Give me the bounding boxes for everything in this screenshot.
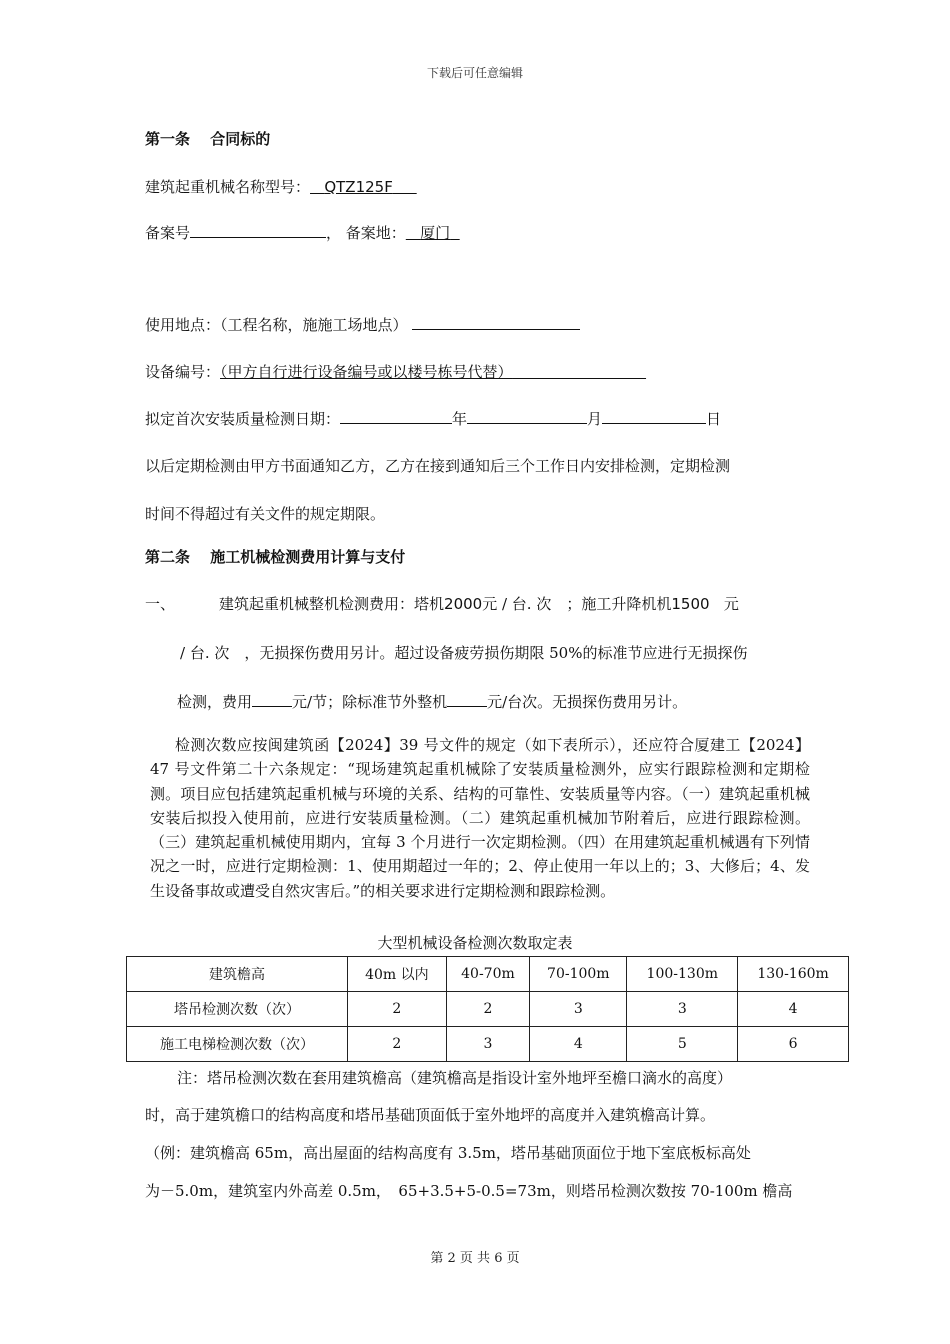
table-caption: 大型机械设备检测次数取定表	[377, 934, 573, 952]
periodic-line-1: 以后定期检测由甲方书面通知乙方，乙方在接到通知后三个工作日内安排检测，定期检测	[145, 457, 731, 475]
table-row-tower-crane	[127, 992, 849, 1027]
article1-title: 第一条 合同标的	[145, 130, 271, 148]
table-cell: 2	[348, 992, 447, 1027]
tower-fee: 2000	[444, 595, 483, 613]
item1-text-c: 元	[723, 595, 739, 613]
fee-line-3: 检测，费用 元/节；除标准节外整机 元/台次。无损探伤费用另计。	[177, 693, 688, 711]
record-place-label: ， 备案地：	[326, 224, 406, 242]
location-blank	[412, 315, 580, 330]
first-date-label: 拟定首次安装质量检测日期：	[145, 410, 341, 428]
record-no-label: 备案号	[145, 224, 191, 242]
note-line-4: 为－5.0m，建筑室内外高差 0.5m， 65+3.5+5-0.5=73m，则塔吊检测次数按 70-100m 檐高	[145, 1182, 793, 1200]
table-header-cell: 40m 以内	[348, 957, 447, 992]
equipment-line	[145, 361, 646, 382]
day-label: 日	[706, 410, 722, 428]
table-cell: 5	[627, 1027, 738, 1062]
table-header-cell: 100-130m	[627, 957, 738, 992]
location-line	[145, 314, 580, 335]
fee-line-2: / 台. 次 ，无损探伤费用另计。超过设备疲劳损伤期限 50%的标准节应进行无损探伤	[180, 644, 748, 662]
table-cell: 2	[348, 1027, 447, 1062]
table-header-row	[127, 957, 849, 992]
table-cell: 4	[530, 1027, 627, 1062]
record-line	[145, 222, 460, 243]
month-blank	[467, 409, 587, 424]
note-line-2: 时，高于建筑檐口的结构高度和塔吊基础顶面低于室外地坪的高度并入建筑檐高计算。	[145, 1106, 716, 1124]
location-label: 使用地点：（工程名称，施施工场地点）	[145, 316, 408, 334]
item1-number: 一、	[145, 595, 176, 613]
table-cell: 3	[627, 992, 738, 1027]
year-label: 年	[452, 410, 468, 428]
first-date-line	[145, 408, 721, 429]
note-line-1: 注：塔吊检测次数在套用建筑檐高（建筑檐高是指设计室外地坪至檐口滴水的高度）	[177, 1069, 733, 1087]
lift-fee: 1500	[671, 595, 710, 613]
equipment-no-label: 设备编号：	[145, 363, 221, 381]
per-section-fee-blank	[252, 692, 292, 707]
inspection-count-table	[126, 956, 849, 1062]
page-footer: 第 2 页 共 6 页	[430, 1251, 520, 1266]
table-cell: 4	[738, 992, 849, 1027]
note-line-3: （例：建筑檐高 65m，高出屋面的结构高度有 3.5m，塔吊基础顶面位于地下室底板标高处	[145, 1144, 751, 1162]
table-header-cell: 70-100m	[530, 957, 627, 992]
table-cell: 塔吊检测次数（次）	[127, 992, 348, 1027]
item1-text-b: 元 / 台. 次 ；施工升降机机	[482, 595, 672, 613]
table-cell: 2	[446, 992, 530, 1027]
table-cell: 3	[446, 1027, 530, 1062]
table-cell: 施工电梯检测次数（次）	[127, 1027, 348, 1062]
model-line	[145, 176, 417, 197]
article2-title: 第二条 施工机械检测费用计算与支付	[145, 548, 406, 566]
table-header-cell: 建筑檐高	[127, 957, 348, 992]
inspection-regulation-paragraph: 检测次数应按闽建筑函【2024】39 号文件的规定（如下表所示），还应符合厦建工【2024】47 号文件第二十六条规定：“现场建筑起重机械除了安装质量检测外，应实行跟踪检测和定期检测。项目应包括建筑起重机械与环境的关系、结构的可靠性、安装质量等内容。（一）建筑起重机械安装后拟投入使用前，应进行安装质量检测。（二）建筑起重机械加节附着后，应进行跟踪检测。（三）建筑起重机械使用期内，宜每 3 个月进行一次定期检测。（四）在用建筑起重机械遇有下列情况之一时，应进行定期检测：1、使用期超过一年的；2、停止使用一年以上的；3、大修后；4、发生设备事故或遭受自然灾害后。”的相关要求进行定期检测和跟踪检测。	[150, 736, 810, 900]
month-label: 月	[587, 410, 603, 428]
item1-text-a: 建筑起重机械整机检测费用：塔机	[219, 595, 445, 613]
year-blank	[340, 409, 452, 424]
page-header-note: 下载后可任意编辑	[426, 66, 523, 80]
table-cell: 6	[738, 1027, 849, 1062]
equipment-no-value: （甲方自行进行设备编号或以楼号栋号代替）	[220, 363, 513, 381]
fee-line-1	[145, 593, 739, 614]
model-label: 建筑起重机械名称型号：	[145, 178, 311, 196]
periodic-line-2: 时间不得超过有关文件的规定期限。	[145, 505, 386, 523]
table-row-elevator	[127, 1027, 849, 1062]
whole-machine-fee-blank	[447, 692, 487, 707]
table-header-cell: 40-70m	[446, 957, 530, 992]
table-header-cell: 130-160m	[738, 957, 849, 992]
model-value: QTZ125F	[324, 178, 393, 196]
record-place-value: 厦门	[420, 224, 451, 242]
day-blank	[602, 409, 706, 424]
record-no-blank	[190, 223, 326, 238]
table-cell: 3	[530, 992, 627, 1027]
